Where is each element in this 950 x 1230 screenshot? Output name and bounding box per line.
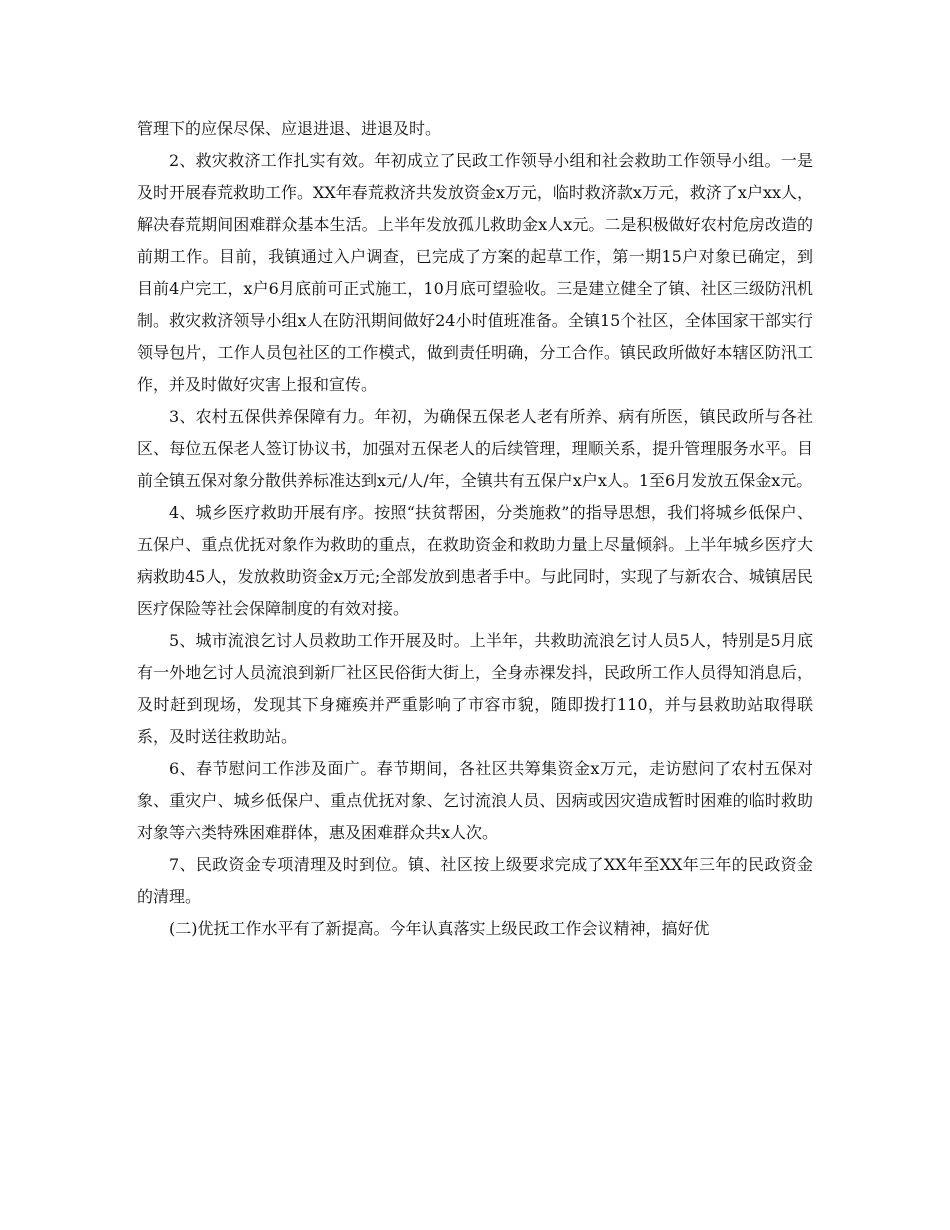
paragraph-fund-cleanup: 7、民政资金专项清理及时到位。镇、社区按上级要求完成了XX年至XX年三年的民政资金的清理。 [137,855,813,906]
paragraph-disaster-relief: 2、救灾救济工作扎实有效。年初成立了民政工作领导小组和社会救助工作领导小组。一是及时开展春荒救助工作。XX年春荒救济共发放资金x万元，临时救济款x万元，救济了x户xx人，解决春荒期间困难群众基本生活。上半年发放孤儿救助金x人x元。二是积极做好农村危房改造的前期工作。目前，我镇通过入户调查，已完成了方案的起草工作，第一期15户对象已确定，到目前4户完工，x户6月底前可正式施工，10月底可望验收。三是建立健全了镇、社区三级防汛机制。救灾救济领导小组x人在防汛期间做好24小时值班准备。全镇15个社区，全体国家干部实行领导包片，工作人员包社区的工作模式，做到责任明确，分工合作。镇民政所做好本辖区防汛工作，并及时做好灾害上报和宣传。 [137,151,813,394]
paragraph-five-guarantees: 3、农村五保供养保障有力。年初，为确保五保老人老有所养、病有所医，镇民政所与各社区、每位五保老人签订协议书，加强对五保老人的后续管理，理顺关系，提升管理服务水平。目前全镇五保对象分散供养标准达到x元/人/年，全镇共有五保户x户x人。1至6月发放五保金x元。 [137,407,813,490]
document-body [137,113,813,945]
paragraph-vagrant-aid: 5、城市流浪乞讨人员救助工作开展及时。上半年，共救助流浪乞讨人员5人，特别是5月底有一外地乞讨人员流浪到新厂社区民俗街大街上，全身赤裸发抖，民政所工作人员得知消息后，及时赶到现场，发现其下身瘫痪并严重影响了市容市貌，随即拨打110，并与县救助站取得联系，及时送往救助站。 [137,631,813,746]
paragraph-spring-festival: 6、春节慰问工作涉及面广。春节期间，各社区共筹集资金x万元，走访慰问了农村五保对象、重灾户、城乡低保户、重点优抚对象、乞讨流浪人员、因病或因灾造成暂时困难的临时救助对象等六类特殊困难群体，惠及困难群众共x人次。 [137,759,813,842]
paragraph-medical-aid: 4、城乡医疗救助开展有序。按照“扶贫帮困，分类施救”的指导思想，我们将城乡低保户、五保户、重点优抚对象作为救助的重点，在救助资金和救助力量上尽量倾斜。上半年城乡医疗大病救助45人，发放救助资金x万元;全部发放到患者手中。与此同时，实现了与新农合、城镇居民医疗保险等社会保障制度的有效对接。 [137,503,813,618]
paragraph-continuation: 管理下的应保尽保、应退进退、进退及时。 [137,119,442,138]
paragraph-preferential-care: (二)优抚工作水平有了新提高。今年认真落实上级民政工作会议精神，搞好优 [169,919,710,938]
